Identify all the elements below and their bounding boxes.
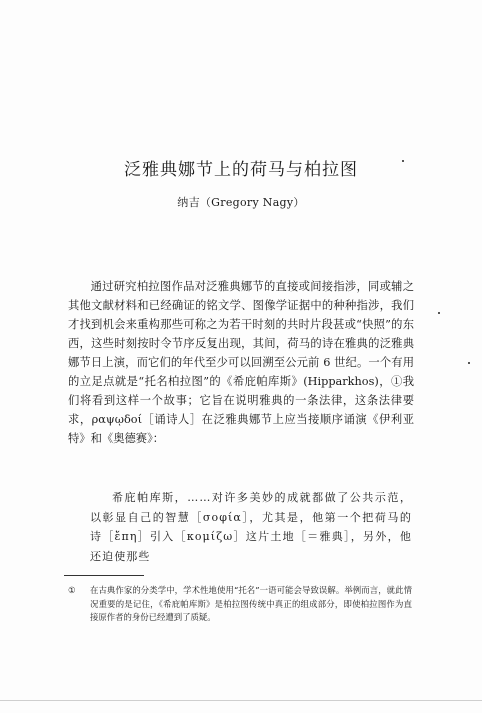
body-text bbox=[68, 277, 414, 448]
body-paragraph: 通过研究柏拉图作品对泛雅典娜节的直接或间接指涉，同或辅之其他文献材料和已经确证的铭文学、图像学证据中的种种指涉，我们才找到机会来重构那些可称之为若干时刻的共时片段甚或“快照”的东西，这些时刻按时令节序反复出现，其间，荷马的诗在雅典的泛雅典娜节日上演，而它们的年代至少可以回溯至公元前 6 世纪。一个有用的立足点就是“托名柏拉图”的《希庇帕库斯》(Hipparkhos)，①我们将看到这样一个故事；它旨在说明雅典的一条法律，这条法律要求，ραψῳδοί［诵诗人］在泛雅典娜节上应当接顺序诵演《伊利亚特》和《奥德赛》： bbox=[68, 280, 414, 445]
scan-speck bbox=[438, 312, 440, 314]
author-line: 纳吉（Gregory Nagy） bbox=[177, 196, 305, 209]
scan-speck bbox=[468, 362, 470, 364]
footnote-text: 在古典作家的分类学中，学术性地使用“托名”一语可能会导致误解。举例而言，就此情况重要的是记住，《希庇帕库斯》是柏拉图传统中真正的组成部分，即使柏拉图作为直接原作者的身份已经遭到了质疑。 bbox=[90, 585, 412, 622]
footnote-marker: ① bbox=[68, 585, 76, 595]
page-title: 泛雅典娜节上的荷马与柏拉图 bbox=[124, 160, 358, 181]
block-quote bbox=[90, 488, 412, 566]
page-edge-line bbox=[0, 700, 482, 701]
quote-text: 希庇帕库斯，……对许多美妙的成就都做了公共示范，以彰显自己的智慧［σοφία］，尤其是，他第一个把荷马的诗［ἔπη］引入［κομίζω］这片土地［＝雅典］，另外，他还迫使那些 bbox=[90, 491, 412, 563]
footnote bbox=[68, 584, 412, 625]
footnote-rule bbox=[64, 575, 144, 576]
